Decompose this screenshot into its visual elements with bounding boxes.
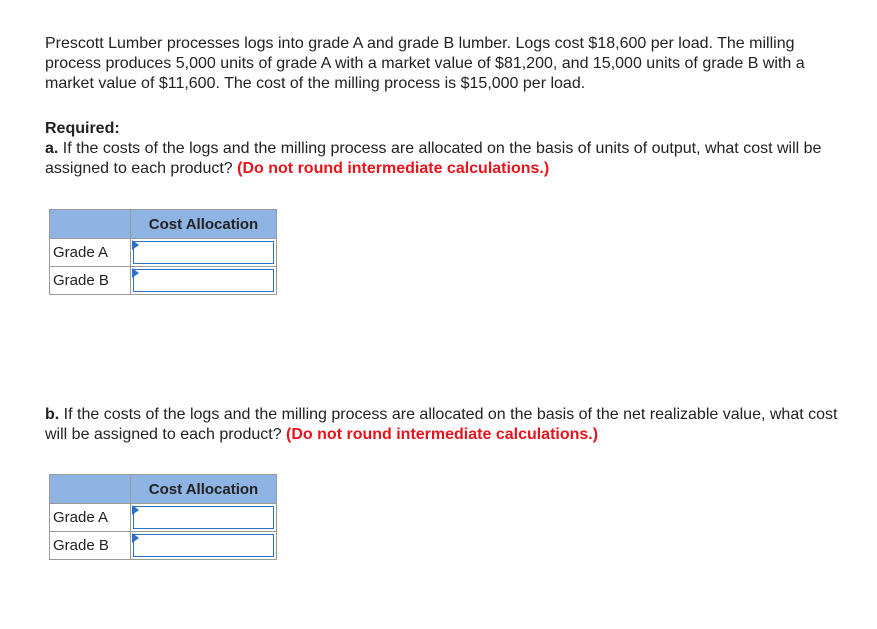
table-header-cost-allocation: Cost Allocation xyxy=(131,475,277,504)
question-b-note: (Do not round intermediate calculations.) xyxy=(286,426,599,443)
row-label-grade-a: Grade A xyxy=(50,504,131,532)
table-row xyxy=(50,267,277,295)
grade-b-cost-input-a[interactable] xyxy=(133,269,274,292)
input-marker-icon xyxy=(132,268,139,278)
table-header-row xyxy=(50,210,277,239)
input-marker-icon xyxy=(132,505,139,515)
question-a xyxy=(45,139,845,179)
cost-allocation-table-b xyxy=(49,474,277,560)
table-row xyxy=(50,504,277,532)
input-cell xyxy=(131,239,277,267)
question-b-label: b. xyxy=(45,406,60,423)
input-cell xyxy=(131,267,277,295)
input-cell xyxy=(131,532,277,560)
question-b xyxy=(45,405,845,445)
question-a-text: If the costs of the logs and the milling process are allocated on the basis of units of output, what cost will be assigned to each product? xyxy=(45,140,822,177)
row-label-grade-b: Grade B xyxy=(50,532,131,560)
cost-allocation-table-a xyxy=(49,209,277,295)
table-header-row xyxy=(50,475,277,504)
input-marker-icon xyxy=(132,240,139,250)
input-marker-icon xyxy=(132,533,139,543)
grade-a-cost-input-b[interactable] xyxy=(133,506,274,529)
grade-a-cost-input-a[interactable] xyxy=(133,241,274,264)
table-header-cost-allocation: Cost Allocation xyxy=(131,210,277,239)
input-cell xyxy=(131,504,277,532)
table-header-blank xyxy=(50,210,131,239)
grade-b-cost-input-b[interactable] xyxy=(133,534,274,557)
table-row xyxy=(50,239,277,267)
row-label-grade-a: Grade A xyxy=(50,239,131,267)
question-a-label: a. xyxy=(45,140,59,157)
row-label-grade-b: Grade B xyxy=(50,267,131,295)
table-row xyxy=(50,532,277,560)
question-b-text: If the costs of the logs and the milling process are allocated on the basis of the net realizable value, what cost will be assigned to each product? xyxy=(45,406,838,443)
required-heading: Required: xyxy=(45,120,120,137)
question-a-note: (Do not round intermediate calculations.) xyxy=(237,160,550,177)
table-header-blank xyxy=(50,475,131,504)
problem-statement: Prescott Lumber processes logs into grade A and grade B lumber. Logs cost $18,600 per load. The milling process produces 5,000 units of grade A with a market value of $81,200, and 15,000 units of grade B with a market value of $11,600. The cost of the milling process is $15,000 per load. xyxy=(45,35,805,92)
